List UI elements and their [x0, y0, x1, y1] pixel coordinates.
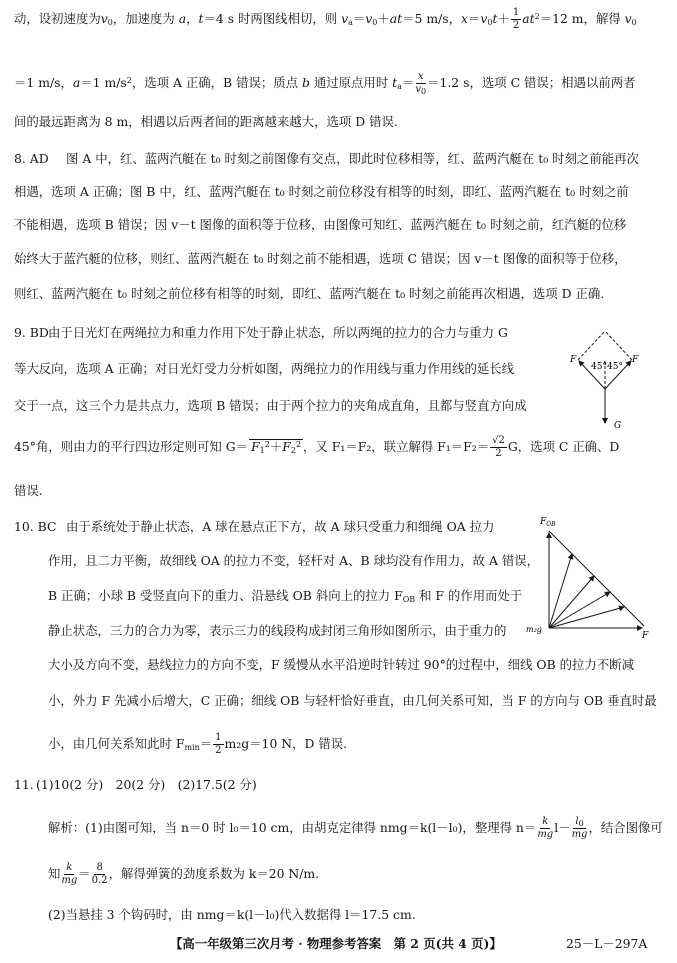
- text: 动，设初速度为: [14, 11, 101, 26]
- footer-title: 【高一年级第三次月考 · 物理参考答案 第 2 页(共 4 页)】: [170, 936, 502, 951]
- dashed-line: [605, 331, 632, 360]
- text: B 正确；小球 B 受竖直向下的重力、沿悬线 OB 斜向上的拉力 F: [48, 588, 403, 603]
- text: 小，由几何关系知此时 F: [48, 736, 185, 751]
- text: ＝: [199, 736, 213, 751]
- text-line: [48, 862, 320, 886]
- subscript: OB: [402, 595, 416, 604]
- text: 和 F 的作用而处于: [415, 588, 523, 603]
- question-number: 8. AD: [14, 151, 49, 166]
- footer-code: 25－L－297A: [566, 936, 648, 951]
- text-line: 由于系统处于静止状态，A 球在悬点正下方，故 A 球只受重力和细绳 OA 拉力: [66, 519, 495, 534]
- text-line: 作用，且二力平衡，故细线 OA 的拉力不变，轻杆对 A、B 球均没有作用力，故 A 错误，: [48, 553, 540, 568]
- text: 知: [48, 866, 61, 881]
- text-line: [14, 435, 620, 459]
- text: ＝: [78, 866, 91, 881]
- text-line: 交于一点，这三个力是共点力，选项 B 错误；由于两个拉力的夹角成直角，且都与竖直方向成: [14, 398, 527, 413]
- text: ，又 F₁＝F₂，联立解得 F₁＝F₂＝: [303, 439, 490, 454]
- text-line: 等大反向，选项 A 正确；对日光灯受力分析如图，两绳拉力的作用线与重力作用线的延长线: [14, 361, 515, 376]
- force-f-1: [549, 607, 624, 628]
- force-triangle-q10: [524, 513, 652, 641]
- force-f-3: [549, 576, 594, 628]
- text: G，选项 C 正确、D: [507, 439, 620, 454]
- label-g: G: [614, 421, 622, 431]
- text-line: 则红、蓝两汽艇在 t₀ 时刻之前位移有相等的时刻，即红、蓝两汽艇在 t₀ 时刻之前能再次相遇，选项 D 正确.: [14, 286, 605, 301]
- text-line: 大小及方向不变，悬线拉力的方向不变，F 缓慢从水平沿逆时针转过 90°的过程中，细线 OB 的拉力不断减: [48, 657, 634, 672]
- question-number: 11.: [14, 777, 34, 792]
- text-line: 动，设初速度为$v_0$，加速度为 a，t＝4 s 时两图线相切，则 $v_a=v_0+at=5$ m/s，$x=v_0t+$ $\frac{1}{2}$ $at^2=12$ m，解得 $v_0$: [14, 7, 637, 31]
- fraction: $\frac{1}{2}$: [512, 7, 520, 31]
- text-line: 图 A 中，红、蓝两汽艇在 t₀ 时刻之前图像有交点，即此时位移相等，红、蓝两汽艇在 t₀ 时刻之前能再次: [66, 151, 639, 166]
- text-line: 由于日光灯在两绳拉力和重力作用下处于静止状态，所以两绳的拉力的合力与重力 G: [48, 325, 508, 340]
- fraction: $\frac{k}{mg}$: [61, 862, 78, 886]
- label-f-left: F: [570, 355, 577, 365]
- angle-left: 45°: [591, 362, 607, 372]
- text: m₂g＝10 N，D 错误.: [224, 736, 348, 751]
- text-line: [48, 587, 522, 605]
- text: l－: [554, 820, 571, 835]
- sqrt: $F_1^2+F_2^2$: [251, 439, 302, 455]
- text-line: 间的最远距离为 8 m，相遇以后两者间的距离越来越大，选项 D 错误.: [14, 114, 398, 129]
- text-line: 错误.: [14, 483, 43, 498]
- fraction: $\frac{1}{2}$: [215, 732, 222, 756]
- text: 解析：(1)由图可知，当 n＝0 时 l₀＝10 cm，由胡克定律得 nmg＝k(l－l₀)，整理得 n＝: [48, 820, 537, 835]
- fraction: $\frac{l_0}{mg}$: [571, 816, 588, 840]
- label-f: F: [642, 631, 649, 641]
- dashed-line: [578, 331, 605, 360]
- text-line: ＝1 m/s，a＝1 $m/s^2$，选项 A 正确，B 错误；质点 b 通过原点用时 $t_a=$ $\frac{x}{v_0}$ ＝1.2 s，选项 C 错误；相遇以前两者: [14, 71, 636, 96]
- question-number: 9. BD: [14, 325, 49, 340]
- label-f-right: F: [632, 355, 639, 365]
- text-line: 小，外力 F 先减小后增大，C 正确；细线 OB 与轻杆恰好垂直，由几何关系可知，当 F 的方向与 OB 垂直时最: [48, 693, 657, 708]
- label-m2g: m₂g: [526, 625, 542, 634]
- page-footer: [0, 934, 677, 954]
- text-line: 静止状态，三力的合力为零，表示三力的线段构成封闭三角形如图所示，由于重力的: [48, 623, 507, 638]
- text-line: 不能相遇，选项 B 错误；因 v－t 图像的面积等于位移，由图像可知红、蓝两汽艇在 t₀ 时刻之前，红汽艇的位移: [14, 217, 627, 232]
- fraction: $\frac{x}{v_0}$: [415, 71, 427, 96]
- question-number: 10. BC: [14, 519, 57, 534]
- force-diagram-q9: [566, 325, 642, 431]
- text: ，结合图像可: [588, 820, 663, 835]
- subscript: min: [184, 743, 200, 752]
- text-line: (1)10(2 分) 20(2 分) (2)17.5(2 分): [36, 777, 257, 792]
- angle-right: 45°: [607, 362, 623, 372]
- label-fob: $F_{OB}$: [540, 517, 556, 528]
- text-line: (2)当悬挂 3 个钩码时，由 nmg＝k(l－l₀)代入数据得 l＝17.5 cm.: [48, 907, 416, 922]
- fraction: $\frac{8}{0.2}$: [91, 862, 108, 886]
- text-line: [48, 732, 348, 756]
- fraction: $\frac{√2}{2}$: [492, 435, 505, 459]
- text: ＝1 m/s，: [14, 75, 73, 90]
- fraction: $\frac{k}{mg}$: [537, 816, 554, 840]
- text-line: [48, 816, 663, 840]
- text-line: 始终大于蓝汽艇的位移，则红、蓝两汽艇在 t₀ 时刻之前不能相遇，选项 C 错误；因 v－t 图像的面积等于位移，: [14, 251, 627, 266]
- text: 45°角，则由力的平行四边形定则可知 G＝: [14, 439, 249, 454]
- text: ，解得弹簧的劲度系数为 k＝20 N/m.: [108, 866, 320, 881]
- text-line: 相遇，选项 A 正确；图 B 中，红、蓝两汽艇在 t₀ 时刻之前位移没有相等的时刻，即红、蓝两汽艇在 t₀ 时刻之前: [14, 184, 629, 199]
